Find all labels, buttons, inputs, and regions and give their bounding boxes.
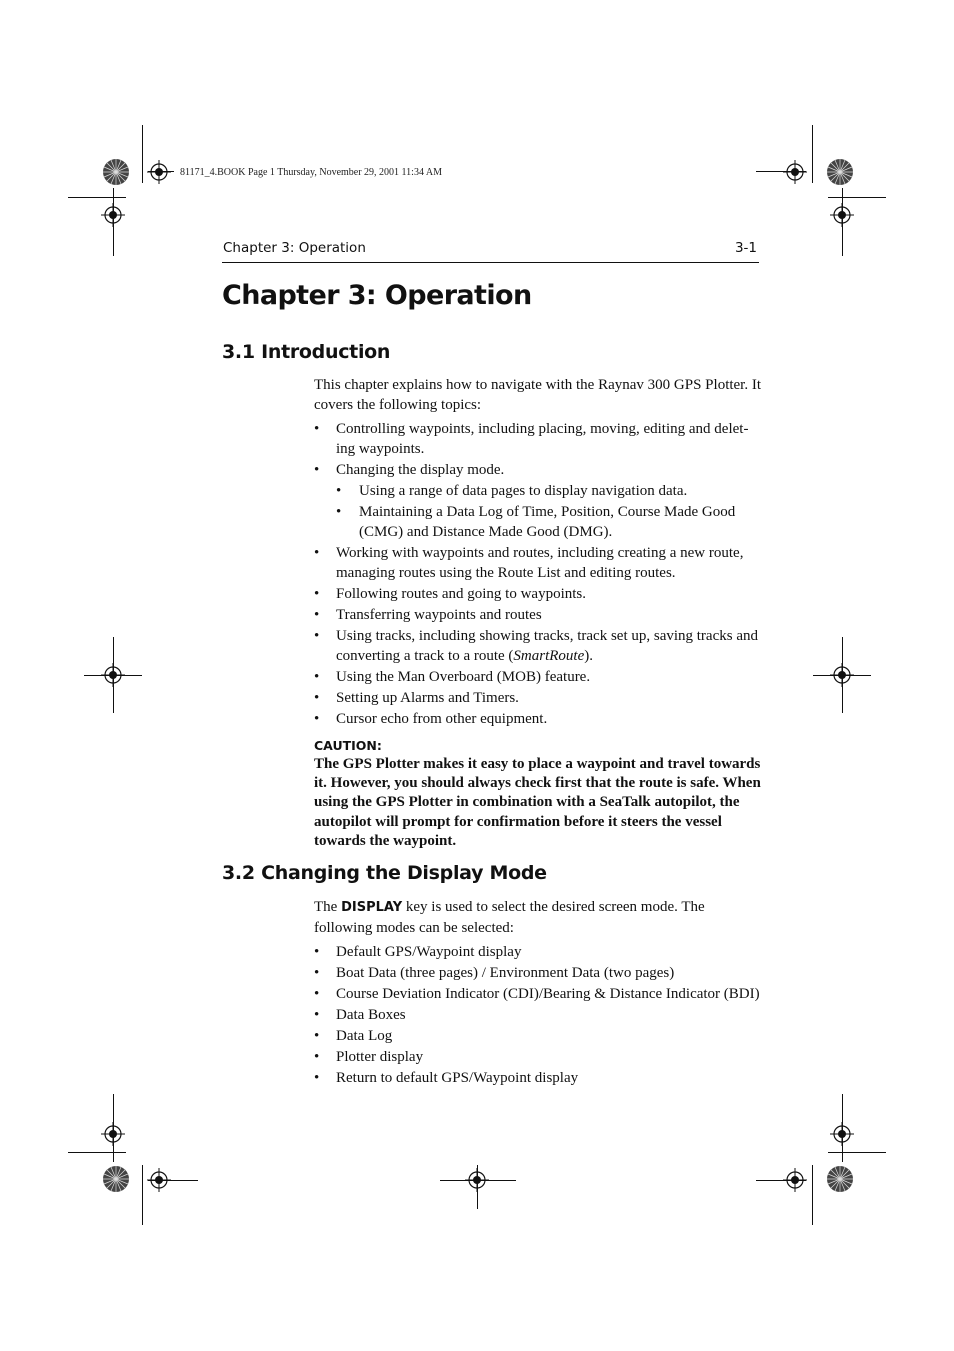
caution-text: The GPS Plotter makes it easy to place a waypoint and travel towards it. However, you should always check first that the route is safe. When using the GPS Plotter in combination with a SeaTalk autopilot, the autopilot will prompt for confirmation before it steers the vessel towards the waypoint.	[314, 756, 761, 849]
list-item	[314, 605, 764, 625]
chapter-title: Chapter 3: Operation	[222, 280, 532, 311]
list-item	[314, 963, 764, 983]
list-item-text: Cursor echo from other equipment.	[336, 711, 548, 727]
crop-line	[68, 197, 126, 198]
list-item-text	[336, 628, 758, 664]
bullet-icon: •	[314, 1049, 320, 1065]
list-item-text: Plotter display	[336, 1049, 424, 1065]
bullet-icon: •	[314, 628, 320, 644]
list-item	[314, 1068, 764, 1088]
crop-line	[828, 1152, 886, 1153]
registration-crosshair-icon	[101, 1122, 125, 1146]
list-item	[314, 984, 764, 1004]
bullet-icon: •	[314, 690, 320, 706]
sub-list-item	[336, 481, 764, 501]
display-mode-section	[314, 897, 764, 1089]
text-run: The	[314, 899, 342, 915]
crop-line	[142, 1165, 143, 1225]
registration-crosshair-icon	[830, 663, 854, 687]
section-heading-introduction: 3.1 Introduction	[222, 341, 391, 363]
page-number: 3-1	[734, 240, 757, 256]
topics-list	[314, 419, 764, 729]
introduction-section	[314, 375, 764, 851]
registration-crosshair-icon	[830, 1122, 854, 1146]
list-item-text: Maintaining a Data Log of Time, Position, Course Made Good (CMG) and Distance Made Good (DMG).	[359, 504, 736, 540]
bullet-icon: •	[336, 504, 342, 520]
bullet-icon: •	[314, 421, 320, 437]
list-item-text: Boat Data (three pages) / Environment Data (two pages)	[336, 965, 675, 981]
registration-crosshair-icon	[783, 160, 807, 184]
text-run: ).	[584, 648, 593, 664]
text-run: key is used to select the desired screen mode. The following modes can be selected:	[314, 899, 705, 936]
registration-crosshair-icon	[101, 203, 125, 227]
section-heading-display-mode: 3.2 Changing the Display Mode	[222, 862, 547, 884]
star-target-icon	[826, 1165, 854, 1193]
registration-crosshair-icon	[783, 1168, 807, 1192]
caution-label: CAUTION:	[314, 738, 382, 753]
bullet-icon: •	[314, 545, 320, 561]
list-item	[314, 667, 764, 687]
list-item-text: Working with waypoints and routes, including creating a new route, managing routes using the Route List and editing routes.	[336, 545, 744, 581]
list-item	[314, 1026, 764, 1046]
star-target-icon	[826, 158, 854, 186]
bullet-icon: •	[314, 1028, 320, 1044]
list-item	[314, 688, 764, 708]
bullet-icon: •	[314, 586, 320, 602]
bullet-icon: •	[336, 483, 342, 499]
list-item	[314, 709, 764, 729]
sub-list-item	[336, 502, 764, 542]
bullet-icon: •	[314, 669, 320, 685]
list-item-text: Data Boxes	[336, 1007, 406, 1023]
list-item	[314, 1005, 764, 1025]
list-item	[314, 460, 764, 542]
smartroute-term: SmartRoute	[513, 648, 585, 664]
list-item-text: Controlling waypoints, including placing, moving, editing and delet-ing waypoints.	[336, 421, 749, 457]
print-slug: 81171_4.BOOK Page 1 Thursday, November 29, 2001 11:34 AM	[180, 167, 443, 178]
list-item-text: Changing the display mode.	[336, 462, 505, 478]
list-item-text: Course Deviation Indicator (CDI)/Bearing & Distance Indicator (BDI)	[336, 986, 760, 1002]
display-modes-list	[314, 942, 764, 1088]
list-item	[314, 942, 764, 962]
running-head-title: Chapter 3: Operation	[223, 240, 366, 256]
display-mode-paragraph	[314, 897, 764, 938]
list-item-text: Default GPS/Waypoint display	[336, 944, 522, 960]
list-item	[314, 1047, 764, 1067]
crop-line	[828, 197, 886, 198]
bullet-icon: •	[314, 1007, 320, 1023]
running-head	[222, 240, 759, 263]
text-run: Using tracks, including showing tracks, track set up, saving tracks and converting a track to a route (	[336, 628, 758, 664]
registration-crosshair-icon	[147, 160, 171, 184]
crop-line	[812, 1165, 813, 1225]
bullet-icon: •	[314, 607, 320, 623]
list-item-text: Data Log	[336, 1028, 393, 1044]
list-item-text: Setting up Alarms and Timers.	[336, 690, 519, 706]
registration-crosshair-icon	[465, 1168, 489, 1192]
crop-line	[812, 125, 813, 183]
display-key-name: DISPLAY	[341, 900, 403, 915]
registration-crosshair-icon	[147, 1168, 171, 1192]
list-item-text: Return to default GPS/Waypoint display	[336, 1070, 579, 1086]
list-item-text: Using the Man Overboard (MOB) feature.	[336, 669, 591, 685]
bullet-icon: •	[314, 965, 320, 981]
list-item	[314, 419, 764, 459]
introduction-paragraph: This chapter explains how to navigate with the Raynav 300 GPS Plotter. It covers the following topics:	[314, 377, 762, 413]
crop-line	[68, 1152, 126, 1153]
sub-list	[336, 481, 764, 542]
star-target-icon	[102, 158, 130, 186]
registration-crosshair-icon	[101, 663, 125, 687]
star-target-icon	[102, 1165, 130, 1193]
list-item	[314, 543, 764, 583]
bullet-icon: •	[314, 1070, 320, 1086]
list-item-text: Following routes and going to waypoints.	[336, 586, 586, 602]
bullet-icon: •	[314, 462, 320, 478]
bullet-icon: •	[314, 711, 320, 727]
registration-crosshair-icon	[830, 203, 854, 227]
crop-line	[142, 125, 143, 183]
list-item-text: Using a range of data pages to display navigation data.	[359, 483, 688, 499]
list-item	[314, 626, 764, 666]
list-item-text: Transferring waypoints and routes	[336, 607, 542, 623]
bullet-icon: •	[314, 986, 320, 1002]
caution-block	[314, 737, 764, 851]
list-item	[314, 584, 764, 604]
bullet-icon: •	[314, 944, 320, 960]
